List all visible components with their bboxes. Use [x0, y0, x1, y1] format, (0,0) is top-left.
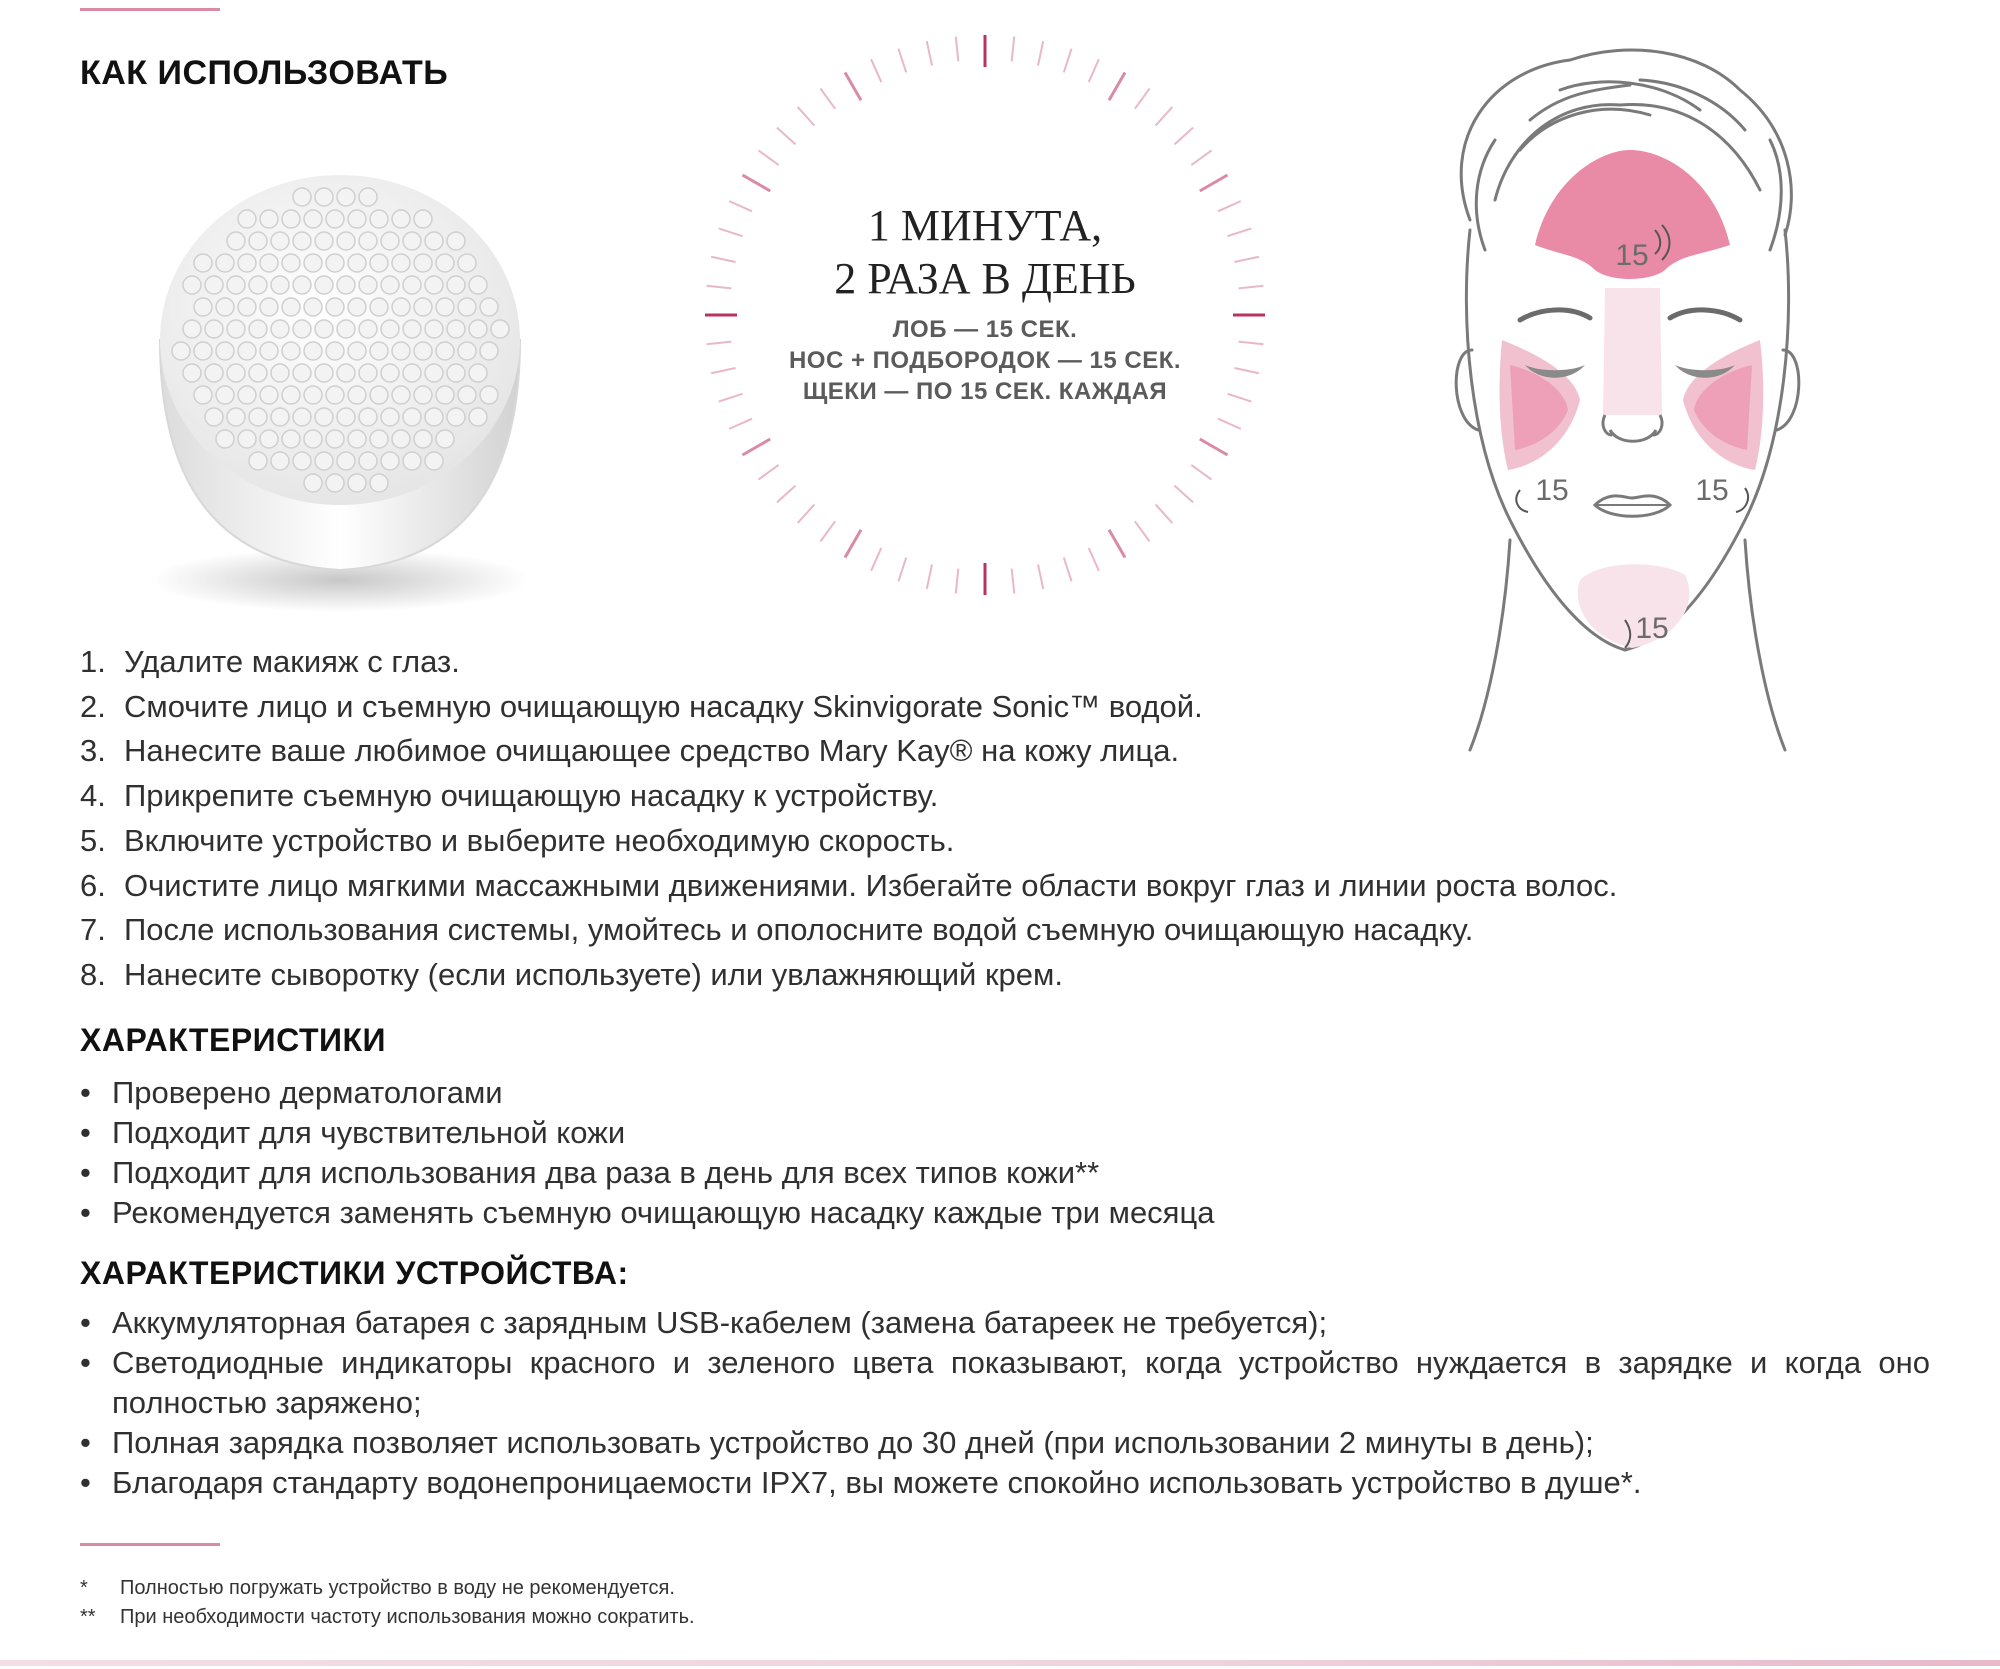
- dial-nose-chin-time: НОС + ПОДБОРОДОК — 15 СЕК.: [788, 347, 1182, 374]
- bristle: [469, 320, 487, 338]
- bristle: [381, 276, 399, 294]
- dial-tick: [927, 564, 932, 588]
- bristle: [315, 320, 333, 338]
- bristle: [205, 320, 223, 338]
- dial-tick: [898, 558, 906, 582]
- bristle: [315, 452, 333, 470]
- bristle: [216, 254, 234, 272]
- bristle: [238, 254, 256, 272]
- list-item: 1. Удалите макияж с глаз.: [80, 644, 460, 679]
- device-features-heading: ХАРАКТЕРИСТИКИ УСТРОЙСТВА:: [80, 1255, 629, 1291]
- bristle: [216, 342, 234, 360]
- list-item: 7. После использования системы, умойтесь и ополосните водой съемную очищающую насадку.: [80, 912, 1474, 948]
- bristle: [370, 474, 388, 492]
- bristle: [304, 474, 322, 492]
- bristle: [480, 386, 498, 404]
- list-item: 5. Включите устройство и выберите необходимую скорость.: [80, 822, 955, 858]
- dial-tick: [758, 150, 778, 165]
- bristle: [480, 342, 498, 360]
- bristle: [293, 232, 311, 250]
- bristle: [348, 342, 366, 360]
- dial-tick: [845, 73, 861, 101]
- bristle: [359, 452, 377, 470]
- bristle: [260, 430, 278, 448]
- dial-tick: [1200, 175, 1228, 191]
- bristle: [436, 386, 454, 404]
- bristle: [326, 254, 344, 272]
- bristle: [216, 386, 234, 404]
- bristle: [238, 430, 256, 448]
- dial-tick: [871, 548, 881, 571]
- bristle: [304, 430, 322, 448]
- bristle: [414, 342, 432, 360]
- dial-tick: [743, 439, 771, 455]
- bristle: [348, 254, 366, 272]
- bristle: [370, 254, 388, 272]
- right-cheek-seconds: 15: [1695, 474, 1729, 507]
- bristle: [238, 386, 256, 404]
- bristle: [227, 408, 245, 426]
- bristle: [425, 232, 443, 250]
- bristle: [293, 452, 311, 470]
- dial-tick: [1175, 486, 1194, 503]
- bristle: [249, 364, 267, 382]
- bristle: [304, 386, 322, 404]
- bristle: [315, 408, 333, 426]
- list-item: 2. Смочите лицо и съемную очищающую насадку Skinvigorate Sonic™ водой.: [80, 688, 1203, 724]
- dial-tick: [1156, 107, 1173, 126]
- bristle: [425, 408, 443, 426]
- bristle: [315, 188, 333, 206]
- bristle: [425, 364, 443, 382]
- bristle: [293, 188, 311, 206]
- bristle: [447, 408, 465, 426]
- bristle: [458, 298, 476, 316]
- bristle: [381, 232, 399, 250]
- bristle: [414, 430, 432, 448]
- bristle: [337, 408, 355, 426]
- bristle: [260, 386, 278, 404]
- bristle: [469, 364, 487, 382]
- page-title: КАК ИСПОЛЬЗОВАТЬ: [80, 54, 449, 92]
- bristle: [315, 364, 333, 382]
- bristle: [282, 298, 300, 316]
- bristle: [359, 188, 377, 206]
- bristle: [403, 320, 421, 338]
- bristle: [370, 386, 388, 404]
- dial-tick: [820, 521, 835, 541]
- bristle: [304, 210, 322, 228]
- bristle: [304, 342, 322, 360]
- list-item: 6. Очистите лицо мягкими массажными движениями. Избегайте области вокруг глаз и линии роста волос.: [80, 867, 1618, 903]
- bristle: [414, 386, 432, 404]
- bristle: [271, 276, 289, 294]
- bristle: [337, 188, 355, 206]
- dial-tick: [1191, 465, 1211, 480]
- forehead-seconds: 15: [1615, 239, 1649, 272]
- bristle: [359, 408, 377, 426]
- bristle: [392, 254, 410, 272]
- bristle: [348, 474, 366, 492]
- list-item: • Светодиодные индикаторы красного и зеленого цвета показывают, когда устройство нуждается в зарядке и когда оно полностью заряжено;: [80, 1345, 1930, 1420]
- dial-tick: [1012, 569, 1015, 594]
- left-cheek-seconds: 15: [1535, 474, 1569, 507]
- bristle: [491, 320, 509, 338]
- bristle: [227, 320, 245, 338]
- bristle: [315, 232, 333, 250]
- bristle: [337, 320, 355, 338]
- bristle: [238, 298, 256, 316]
- bristle: [381, 364, 399, 382]
- bristle: [359, 320, 377, 338]
- bristle: [227, 276, 245, 294]
- footnote: ** При необходимости частоту использования можно сократить.: [80, 1606, 695, 1628]
- bristle: [205, 276, 223, 294]
- bristle: [359, 364, 377, 382]
- bristle: [458, 386, 476, 404]
- dial-title-line2: 2 РАЗА В ДЕНЬ: [834, 254, 1136, 303]
- list-item: 4. Прикрепите съемную очищающую насадку к устройству.: [80, 778, 939, 814]
- bristle: [337, 452, 355, 470]
- bristle: [293, 320, 311, 338]
- bristle: [469, 408, 487, 426]
- bristle: [260, 254, 278, 272]
- bristle: [403, 364, 421, 382]
- bristle: [227, 364, 245, 382]
- list-item: • Полная зарядка позволяет использовать устройство до 30 дней (при использовании 2 минуты в день);: [80, 1425, 1594, 1460]
- bristle: [304, 254, 322, 272]
- bristle: [403, 408, 421, 426]
- list-item: • Подходит для чувствительной кожи: [80, 1115, 626, 1150]
- bristle: [194, 298, 212, 316]
- bristle: [359, 276, 377, 294]
- dial-tick: [956, 37, 959, 62]
- bristle: [381, 452, 399, 470]
- bristle: [392, 210, 410, 228]
- dial-tick: [1038, 41, 1043, 65]
- dial-tick: [777, 486, 796, 503]
- bristle: [392, 386, 410, 404]
- bristle: [249, 320, 267, 338]
- bristle: [282, 210, 300, 228]
- dial-title-line1: 1 МИНУТА,: [867, 201, 1103, 250]
- bristle: [392, 342, 410, 360]
- bristle: [348, 298, 366, 316]
- bristle: [480, 298, 498, 316]
- list-item: • Подходит для использования два раза в день для всех типов кожи**: [80, 1155, 1100, 1190]
- dial-tick: [798, 505, 815, 524]
- dial-tick: [1038, 564, 1043, 588]
- bristle: [216, 430, 234, 448]
- bristle: [392, 430, 410, 448]
- dial-tick: [1089, 59, 1099, 82]
- bristle: [271, 408, 289, 426]
- bristle: [260, 342, 278, 360]
- bristle: [216, 298, 234, 316]
- bristle: [348, 386, 366, 404]
- footer-bar: [0, 1660, 2000, 1666]
- dial-tick: [1218, 419, 1241, 429]
- dial-tick: [1089, 548, 1099, 571]
- bristle: [381, 408, 399, 426]
- usage-steps-list: [80, 640, 1940, 998]
- bristle: [447, 232, 465, 250]
- device-features-list: [80, 1303, 1930, 1503]
- bristle: [447, 320, 465, 338]
- dial-tick: [820, 88, 835, 108]
- bristle: [370, 430, 388, 448]
- bristle: [282, 386, 300, 404]
- bristle: [326, 298, 344, 316]
- list-item: • Аккумуляторная батарея с зарядным USB-кабелем (замена батареек не требуется);: [80, 1305, 1328, 1340]
- list-item: 3. Нанесите ваше любимое очищающее средство Mary Kay® на кожу лица.: [80, 733, 1180, 769]
- bristle: [370, 342, 388, 360]
- list-item: • Проверено дерматологами: [80, 1075, 503, 1110]
- dial-tick: [1191, 150, 1211, 165]
- dial-tick: [798, 107, 815, 126]
- bristle: [370, 210, 388, 228]
- bristle: [183, 364, 201, 382]
- bristle: [403, 232, 421, 250]
- dial-tick: [777, 128, 796, 145]
- bristle: [447, 364, 465, 382]
- dial-tick: [1109, 73, 1125, 101]
- dial-tick: [1175, 128, 1194, 145]
- bristle: [403, 276, 421, 294]
- bristle: [381, 320, 399, 338]
- dial-tick: [743, 175, 771, 191]
- dial-tick: [758, 465, 778, 480]
- bristle: [469, 276, 487, 294]
- bristle: [194, 342, 212, 360]
- bristle: [414, 210, 432, 228]
- bristle: [293, 276, 311, 294]
- bristle: [326, 342, 344, 360]
- bristle: [403, 452, 421, 470]
- dial-tick: [1064, 558, 1072, 582]
- bristle: [282, 430, 300, 448]
- dial-tick: [1135, 88, 1150, 108]
- bristle: [359, 232, 377, 250]
- bristle: [348, 210, 366, 228]
- bristle: [425, 320, 443, 338]
- bristle: [293, 408, 311, 426]
- bristle: [271, 320, 289, 338]
- list-item: • Рекомендуется заменять съемную очищающую насадку каждые три месяца: [80, 1195, 1215, 1230]
- list-item: • Благодаря стандарту водонепроницаемости IPX7, вы можете спокойно использовать устройство в душе*.: [80, 1465, 1642, 1500]
- dial-tick: [871, 59, 881, 82]
- bristle: [337, 232, 355, 250]
- bristle: [282, 254, 300, 272]
- top-accent-rule: [80, 8, 220, 11]
- bristle: [194, 254, 212, 272]
- bristle: [183, 320, 201, 338]
- bristle: [326, 430, 344, 448]
- timer-dial: [690, 20, 1280, 610]
- bristle: [260, 210, 278, 228]
- bristle: [348, 430, 366, 448]
- bristle: [227, 232, 245, 250]
- bristle: [436, 298, 454, 316]
- bristle: [392, 298, 410, 316]
- dial-forehead-time: ЛОБ — 15 СЕК.: [892, 316, 1078, 343]
- bristle: [304, 298, 322, 316]
- bristle: [436, 254, 454, 272]
- bristle: [205, 408, 223, 426]
- bristle: [238, 342, 256, 360]
- bristle: [183, 276, 201, 294]
- bristle: [414, 298, 432, 316]
- dial-tick: [845, 530, 861, 558]
- dial-tick: [1135, 521, 1150, 541]
- bristle: [260, 298, 278, 316]
- dial-cheeks-time: ЩЕКИ — ПО 15 СЕК. КАЖДАЯ: [802, 378, 1168, 405]
- dial-tick: [1064, 49, 1072, 73]
- bristle: [249, 452, 267, 470]
- bristle: [315, 276, 333, 294]
- bristle: [337, 364, 355, 382]
- bristle: [282, 342, 300, 360]
- bristle: [337, 276, 355, 294]
- bristle: [249, 276, 267, 294]
- dial-tick: [898, 49, 906, 73]
- bristle: [194, 386, 212, 404]
- bristle: [458, 254, 476, 272]
- bristle: [326, 474, 344, 492]
- bristle: [436, 342, 454, 360]
- bristle: [326, 386, 344, 404]
- footnote-divider: [80, 1543, 220, 1546]
- dial-tick: [729, 419, 752, 429]
- bristle: [326, 210, 344, 228]
- bristle: [425, 276, 443, 294]
- features-list: [80, 1073, 1930, 1233]
- bristle: [458, 342, 476, 360]
- bristle: [447, 276, 465, 294]
- bristle: [271, 452, 289, 470]
- bristle: [271, 232, 289, 250]
- brush-head-image: [140, 140, 540, 620]
- bristle: [205, 364, 223, 382]
- footnote: * Полностью погружать устройство в воду не рекомендуется.: [80, 1577, 675, 1599]
- list-item: 8. Нанесите сыворотку (если используете) или увлажняющий крем.: [80, 956, 1063, 992]
- bristle: [172, 342, 190, 360]
- dial-tick: [1012, 37, 1015, 62]
- dial-tick: [1156, 505, 1173, 524]
- dial-tick: [1109, 530, 1125, 558]
- bristle: [238, 210, 256, 228]
- dial-tick: [927, 41, 932, 65]
- features-heading: ХАРАКТЕРИСТИКИ: [80, 1022, 387, 1058]
- bristle: [249, 232, 267, 250]
- bristle: [370, 298, 388, 316]
- bristle: [425, 452, 443, 470]
- bristle: [293, 364, 311, 382]
- bristle: [271, 364, 289, 382]
- bristle: [436, 430, 454, 448]
- dial-tick: [956, 569, 959, 594]
- chin-seconds: 15: [1635, 612, 1669, 645]
- dial-tick: [1200, 439, 1228, 455]
- bristle: [414, 254, 432, 272]
- bristle: [249, 408, 267, 426]
